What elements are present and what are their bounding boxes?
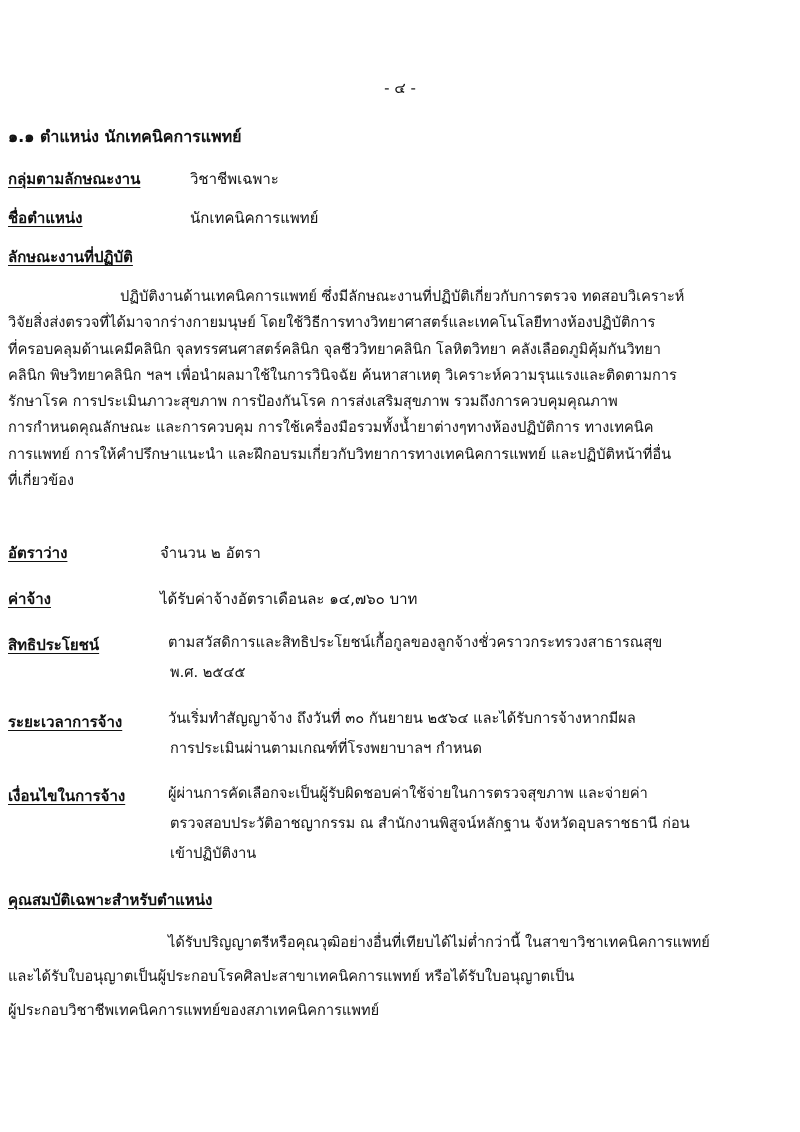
employment-period-value [168,704,788,764]
benefits-line: ตามสวัสดิการและสิทธิประโยชน์เกื้อกูลของลูกจ้างชั่วคราวกระทรวงสาธารณสุข [168,634,663,651]
vacancy-label: อัตราว่าง [8,544,68,562]
benefits-value [168,628,788,688]
job-description-line: ที่ครอบคลุมด้านเคมีคลินิก จุลทรรศนศาสตร์คลินิก จุลชีววิทยาคลินิก โลหิตวิทยา คลังเลือดภูมิคุ้มกันวิทยา [8,340,662,358]
wage-value: ได้รับค่าจ้างอัตราเดือนละ ๑๔,๗๖๐ บาท [160,590,418,608]
conditions-label: เงื่อนไขในการจ้าง [8,787,126,805]
job-description-line: คลินิก พิษวิทยาคลินิก ฯลฯ เพื่อนำผลมาใช้ในการวินิจฉัย ค้นหาสาเหตุ วิเคราะห์ความรุนแรงและติดตามการ [8,366,677,384]
job-description-paragraph [8,284,788,494]
employment-period-line: การประเมินผ่านตามเกณฑ์ที่โรงพยาบาลฯ กำหนด [170,740,483,757]
position-heading: ๑.๑ ตำแหน่ง นักเทคนิคการแพทย์ [8,127,242,146]
benefits-line: พ.ศ. ๒๕๔๕ [170,664,246,681]
job-description-line: การกำหนดคุณลักษณะ และการควบคุม การใช้เครื่องมือรวมทั้งน้ำยาต่างๆทางห้องปฏิบัติการ ทางเทคนิค [8,419,654,437]
job-description-label: ลักษณะงานที่ปฏิบัติ [8,248,133,266]
page-number: - ๔ - [384,79,416,97]
conditions-line: ผู้ผ่านการคัดเลือกจะเป็นผู้รับผิดชอบค่าใช้จ่ายในการตรวจสุขภาพ และจ่ายค่า [168,785,648,802]
qualifications-line: และได้รับใบอนุญาตเป็นผู้ประกอบโรคศิลปะสาขาเทคนิคการแพทย์ หรือได้รับใบอนุญาตเป็น [8,968,575,985]
position-name-value: นักเทคนิคการแพทย์ [190,209,319,227]
job-description-line: ปฏิบัติงานด้านเทคนิคการแพทย์ ซึ่งมีลักษณะงานที่ปฏิบัติเกี่ยวกับการตรวจ ทดสอบวิเคราะห์ [120,288,685,305]
job-description-line: การแพทย์ การให้คำปรึกษาแนะนำ และฝึกอบรมเกี่ยวกับวิทยาการทางเทคนิคการแพทย์ และปฏิบัติหน้าที่อื่น [8,445,672,463]
qualifications-paragraph [8,926,788,1028]
vacancy-value: จำนวน ๒ อัตรา [160,544,261,562]
conditions-line: เข้าปฏิบัติงาน [170,845,257,862]
job-description-line: ที่เกี่ยวข้อง [8,472,75,490]
benefits-label: สิทธิประโยชน์ [8,636,100,654]
qualifications-label: คุณสมบัติเฉพาะสำหรับตำแหน่ง [8,891,213,909]
position-name-label: ชื่อตำแหน่ง [8,209,83,227]
job-description-line: วิจัยสิ่งส่งตรวจที่ได้มาจากร่างกายมนุษย์ โดยใช้วิธีการทางวิทยาศาสตร์และเทคโนโลยีทางห้องปฏิบัติการ [8,314,656,332]
job-group-value: วิชาชีพเฉพาะ [190,170,279,188]
conditions-value [168,779,788,869]
qualifications-line: ผู้ประกอบวิชาชีพเทคนิคการแพทย์ของสภาเทคนิคการแพทย์ [8,1002,380,1019]
job-group-label: กลุ่มตามลักษณะงาน [8,170,141,188]
employment-period-line: วันเริ่มทำสัญญาจ้าง ถึงวันที่ ๓๐ กันยายน ๒๕๖๔ และได้รับการจ้างหากมีผล [168,710,636,727]
employment-period-label: ระยะเวลาการจ้าง [8,713,123,731]
qualifications-line: ได้รับปริญญาตรีหรือคุณวุฒิอย่างอื่นที่เทียบได้ไม่ต่ำกว่านี้ ในสาขาวิชาเทคนิคการแพทย์ [168,934,710,951]
wage-label: ค่าจ้าง [8,590,51,608]
job-description-line: รักษาโรค การประเมินภาวะสุขภาพ การป้องกันโรค การส่งเสริมสุขภาพ รวมถึงการควบคุมคุณภาพ [8,393,618,411]
conditions-line: ตรวจสอบประวัติอาชญากรรม ณ สำนักงานพิสูจน์หลักฐาน จังหวัดอุบลราชธานี ก่อน [170,815,690,832]
